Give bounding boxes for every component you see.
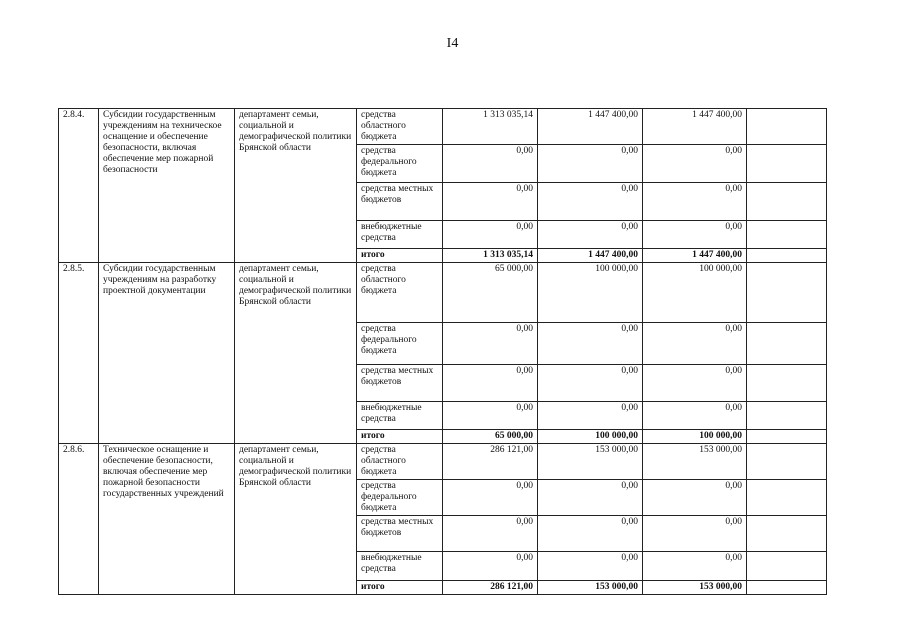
- empty-cell: [747, 480, 827, 516]
- amount-year-2: 0,00: [538, 221, 643, 249]
- amount-year-2: 0,00: [538, 323, 643, 365]
- amount-year-2: 100 000,00: [538, 430, 643, 444]
- amount-year-1: 0,00: [443, 221, 538, 249]
- budget-table: [58, 108, 827, 595]
- funding-source: внебюджетные средства: [357, 402, 443, 430]
- empty-cell: [747, 263, 827, 323]
- funding-source: средства федерального бюджета: [357, 323, 443, 365]
- amount-year-2: 1 447 400,00: [538, 109, 643, 145]
- funding-source: средства федерального бюджета: [357, 145, 443, 183]
- empty-cell: [747, 402, 827, 430]
- amount-year-3: 0,00: [643, 516, 747, 552]
- empty-cell: [747, 183, 827, 221]
- funding-source: итого: [357, 581, 443, 595]
- amount-year-3: 0,00: [643, 402, 747, 430]
- amount-year-1: 0,00: [443, 183, 538, 221]
- amount-year-3: 153 000,00: [643, 581, 747, 595]
- amount-year-1: 0,00: [443, 145, 538, 183]
- table-row: [59, 444, 827, 480]
- funding-source: средства областного бюджета: [357, 109, 443, 145]
- empty-cell: [747, 430, 827, 444]
- amount-year-3: 1 447 400,00: [643, 249, 747, 263]
- funding-source: внебюджетные средства: [357, 221, 443, 249]
- table-row: [59, 109, 827, 145]
- item-executor: департамент семьи, социальной и демографической политики Брянской области: [235, 109, 357, 263]
- amount-year-1: 0,00: [443, 480, 538, 516]
- amount-year-1: 65 000,00: [443, 430, 538, 444]
- funding-source: итого: [357, 249, 443, 263]
- empty-cell: [747, 552, 827, 581]
- funding-source: внебюджетные средства: [357, 552, 443, 581]
- amount-year-2: 153 000,00: [538, 581, 643, 595]
- funding-source: средства областного бюджета: [357, 444, 443, 480]
- table-row: [59, 263, 827, 323]
- empty-cell: [747, 365, 827, 402]
- amount-year-1: 0,00: [443, 323, 538, 365]
- item-executor: департамент семьи, социальной и демографической политики Брянской области: [235, 263, 357, 444]
- amount-year-3: 0,00: [643, 365, 747, 402]
- empty-cell: [747, 109, 827, 145]
- amount-year-1: 65 000,00: [443, 263, 538, 323]
- amount-year-1: 1 313 035,14: [443, 109, 538, 145]
- item-name: Техническое оснащение и обеспечение безопасности, включая обеспечение мер пожарной безопасности государственных учреждений: [99, 444, 235, 595]
- amount-year-2: 0,00: [538, 516, 643, 552]
- table-body: [59, 109, 827, 595]
- amount-year-1: 0,00: [443, 402, 538, 430]
- amount-year-2: 0,00: [538, 402, 643, 430]
- amount-year-1: 0,00: [443, 552, 538, 581]
- empty-cell: [747, 221, 827, 249]
- amount-year-2: 100 000,00: [538, 263, 643, 323]
- amount-year-1: 286 121,00: [443, 444, 538, 480]
- empty-cell: [747, 249, 827, 263]
- amount-year-2: 153 000,00: [538, 444, 643, 480]
- empty-cell: [747, 444, 827, 480]
- amount-year-2: 0,00: [538, 183, 643, 221]
- funding-source: итого: [357, 430, 443, 444]
- amount-year-2: 0,00: [538, 552, 643, 581]
- empty-cell: [747, 581, 827, 595]
- amount-year-2: 0,00: [538, 480, 643, 516]
- empty-cell: [747, 516, 827, 552]
- funding-source: средства областного бюджета: [357, 263, 443, 323]
- funding-source: средства местных бюджетов: [357, 365, 443, 402]
- amount-year-1: 1 313 035,14: [443, 249, 538, 263]
- amount-year-3: 1 447 400,00: [643, 109, 747, 145]
- item-number: 2.8.5.: [59, 263, 99, 444]
- item-executor: департамент семьи, социальной и демографической политики Брянской области: [235, 444, 357, 595]
- empty-cell: [747, 145, 827, 183]
- item-number: 2.8.6.: [59, 444, 99, 595]
- amount-year-3: 0,00: [643, 323, 747, 365]
- amount-year-3: 100 000,00: [643, 430, 747, 444]
- item-name: Субсидии государственным учреждениям на техническое оснащение и обеспечение безопасности, включая обеспечение мер пожарной безопасности: [99, 109, 235, 263]
- amount-year-3: 153 000,00: [643, 444, 747, 480]
- empty-cell: [747, 323, 827, 365]
- item-number: 2.8.4.: [59, 109, 99, 263]
- amount-year-3: 0,00: [643, 145, 747, 183]
- amount-year-3: 0,00: [643, 221, 747, 249]
- amount-year-3: 0,00: [643, 183, 747, 221]
- amount-year-1: 0,00: [443, 516, 538, 552]
- amount-year-2: 0,00: [538, 145, 643, 183]
- amount-year-2: 1 447 400,00: [538, 249, 643, 263]
- amount-year-2: 0,00: [538, 365, 643, 402]
- amount-year-1: 286 121,00: [443, 581, 538, 595]
- funding-source: средства федерального бюджета: [357, 480, 443, 516]
- item-name: Субсидии государственным учреждениям на разработку проектной документации: [99, 263, 235, 444]
- page-number: I4: [446, 36, 459, 51]
- amount-year-3: 0,00: [643, 480, 747, 516]
- amount-year-3: 100 000,00: [643, 263, 747, 323]
- amount-year-3: 0,00: [643, 552, 747, 581]
- funding-source: средства местных бюджетов: [357, 516, 443, 552]
- amount-year-1: 0,00: [443, 365, 538, 402]
- funding-source: средства местных бюджетов: [357, 183, 443, 221]
